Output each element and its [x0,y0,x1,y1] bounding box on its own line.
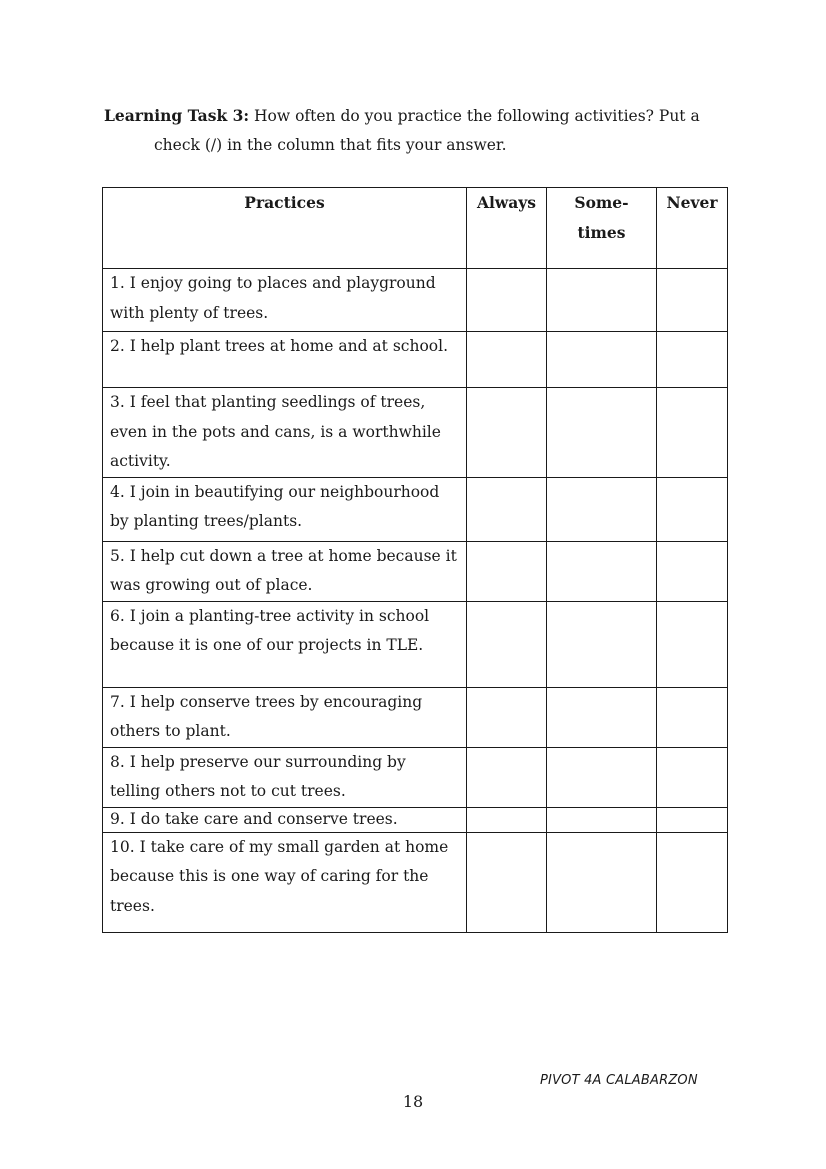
always-cell[interactable] [467,332,547,388]
practice-text: 8. I help preserve our surrounding by telling others not to cut trees. [103,747,467,807]
never-cell[interactable] [657,747,728,807]
never-cell[interactable] [657,332,728,388]
practice-text: 5. I help cut down a tree at home because it was growing out of place. [103,541,467,601]
always-cell[interactable] [467,388,547,478]
header-always: Always [467,188,547,269]
header-sometimes-part1: Some- [574,193,629,212]
always-cell[interactable] [467,477,547,541]
sometimes-cell[interactable] [547,332,657,388]
never-cell[interactable] [657,541,728,601]
sometimes-cell[interactable] [547,269,657,332]
practice-text: 7. I help conserve trees by encouraging others to plant. [103,687,467,747]
sometimes-cell[interactable] [547,687,657,747]
table-row [103,269,728,332]
page-number: 18 [402,1092,424,1111]
header-sometimes-part2: times [577,222,626,242]
header-sometimes [547,188,657,269]
always-cell[interactable] [467,687,547,747]
table-row [103,332,728,388]
practice-text: 2. I help plant trees at home and at school. [103,332,467,388]
table-row [103,477,728,541]
never-cell[interactable] [657,807,728,832]
practice-text: 4. I join in beautifying our neighbourhood by planting trees/plants. [103,477,467,541]
practice-text: 1. I enjoy going to places and playground with plenty of trees. [103,269,467,332]
sometimes-cell[interactable] [547,832,657,932]
never-cell[interactable] [657,601,728,687]
header-practices: Practices [103,188,467,269]
sometimes-cell[interactable] [547,807,657,832]
table-row [103,832,728,932]
table-row [103,747,728,807]
always-cell[interactable] [467,807,547,832]
table-row [103,601,728,687]
table-row [103,807,728,832]
never-cell[interactable] [657,687,728,747]
sometimes-cell[interactable] [547,747,657,807]
sometimes-cell[interactable] [547,601,657,687]
sometimes-cell[interactable] [547,541,657,601]
always-cell[interactable] [467,832,547,932]
practices-table [102,187,728,933]
never-cell[interactable] [657,832,728,932]
always-cell[interactable] [467,601,547,687]
header-never: Never [657,188,728,269]
task-label: Learning Task 3: [104,106,250,125]
practice-text: 6. I join a planting-tree activity in school because it is one of our projects in TLE. [103,601,467,687]
instruction-text-1: How often do you practice the following activities? Put a [249,107,700,125]
sometimes-cell[interactable] [547,477,657,541]
never-cell[interactable] [657,269,728,332]
practice-text: 9. I do take care and conserve trees. [103,807,467,832]
sometimes-cell[interactable] [547,388,657,478]
footer-tag: PIVOT 4A CALABARZON [540,1073,698,1088]
always-cell[interactable] [467,269,547,332]
instructions [104,101,744,160]
never-cell[interactable] [657,388,728,478]
header-row [103,188,728,269]
table-row [103,388,728,478]
always-cell[interactable] [467,747,547,807]
practice-text: 10. I take care of my small garden at home because this is one way of caring for the trees. [103,832,467,932]
practice-text: 3. I feel that planting seedlings of trees, even in the pots and cans, is a worthwhile activity. [103,388,467,478]
always-cell[interactable] [467,541,547,601]
table-row [103,687,728,747]
never-cell[interactable] [657,477,728,541]
instruction-line-1 [104,101,744,131]
instruction-line-2: check (/) in the column that fits your answer. [154,136,507,154]
table-row [103,541,728,601]
